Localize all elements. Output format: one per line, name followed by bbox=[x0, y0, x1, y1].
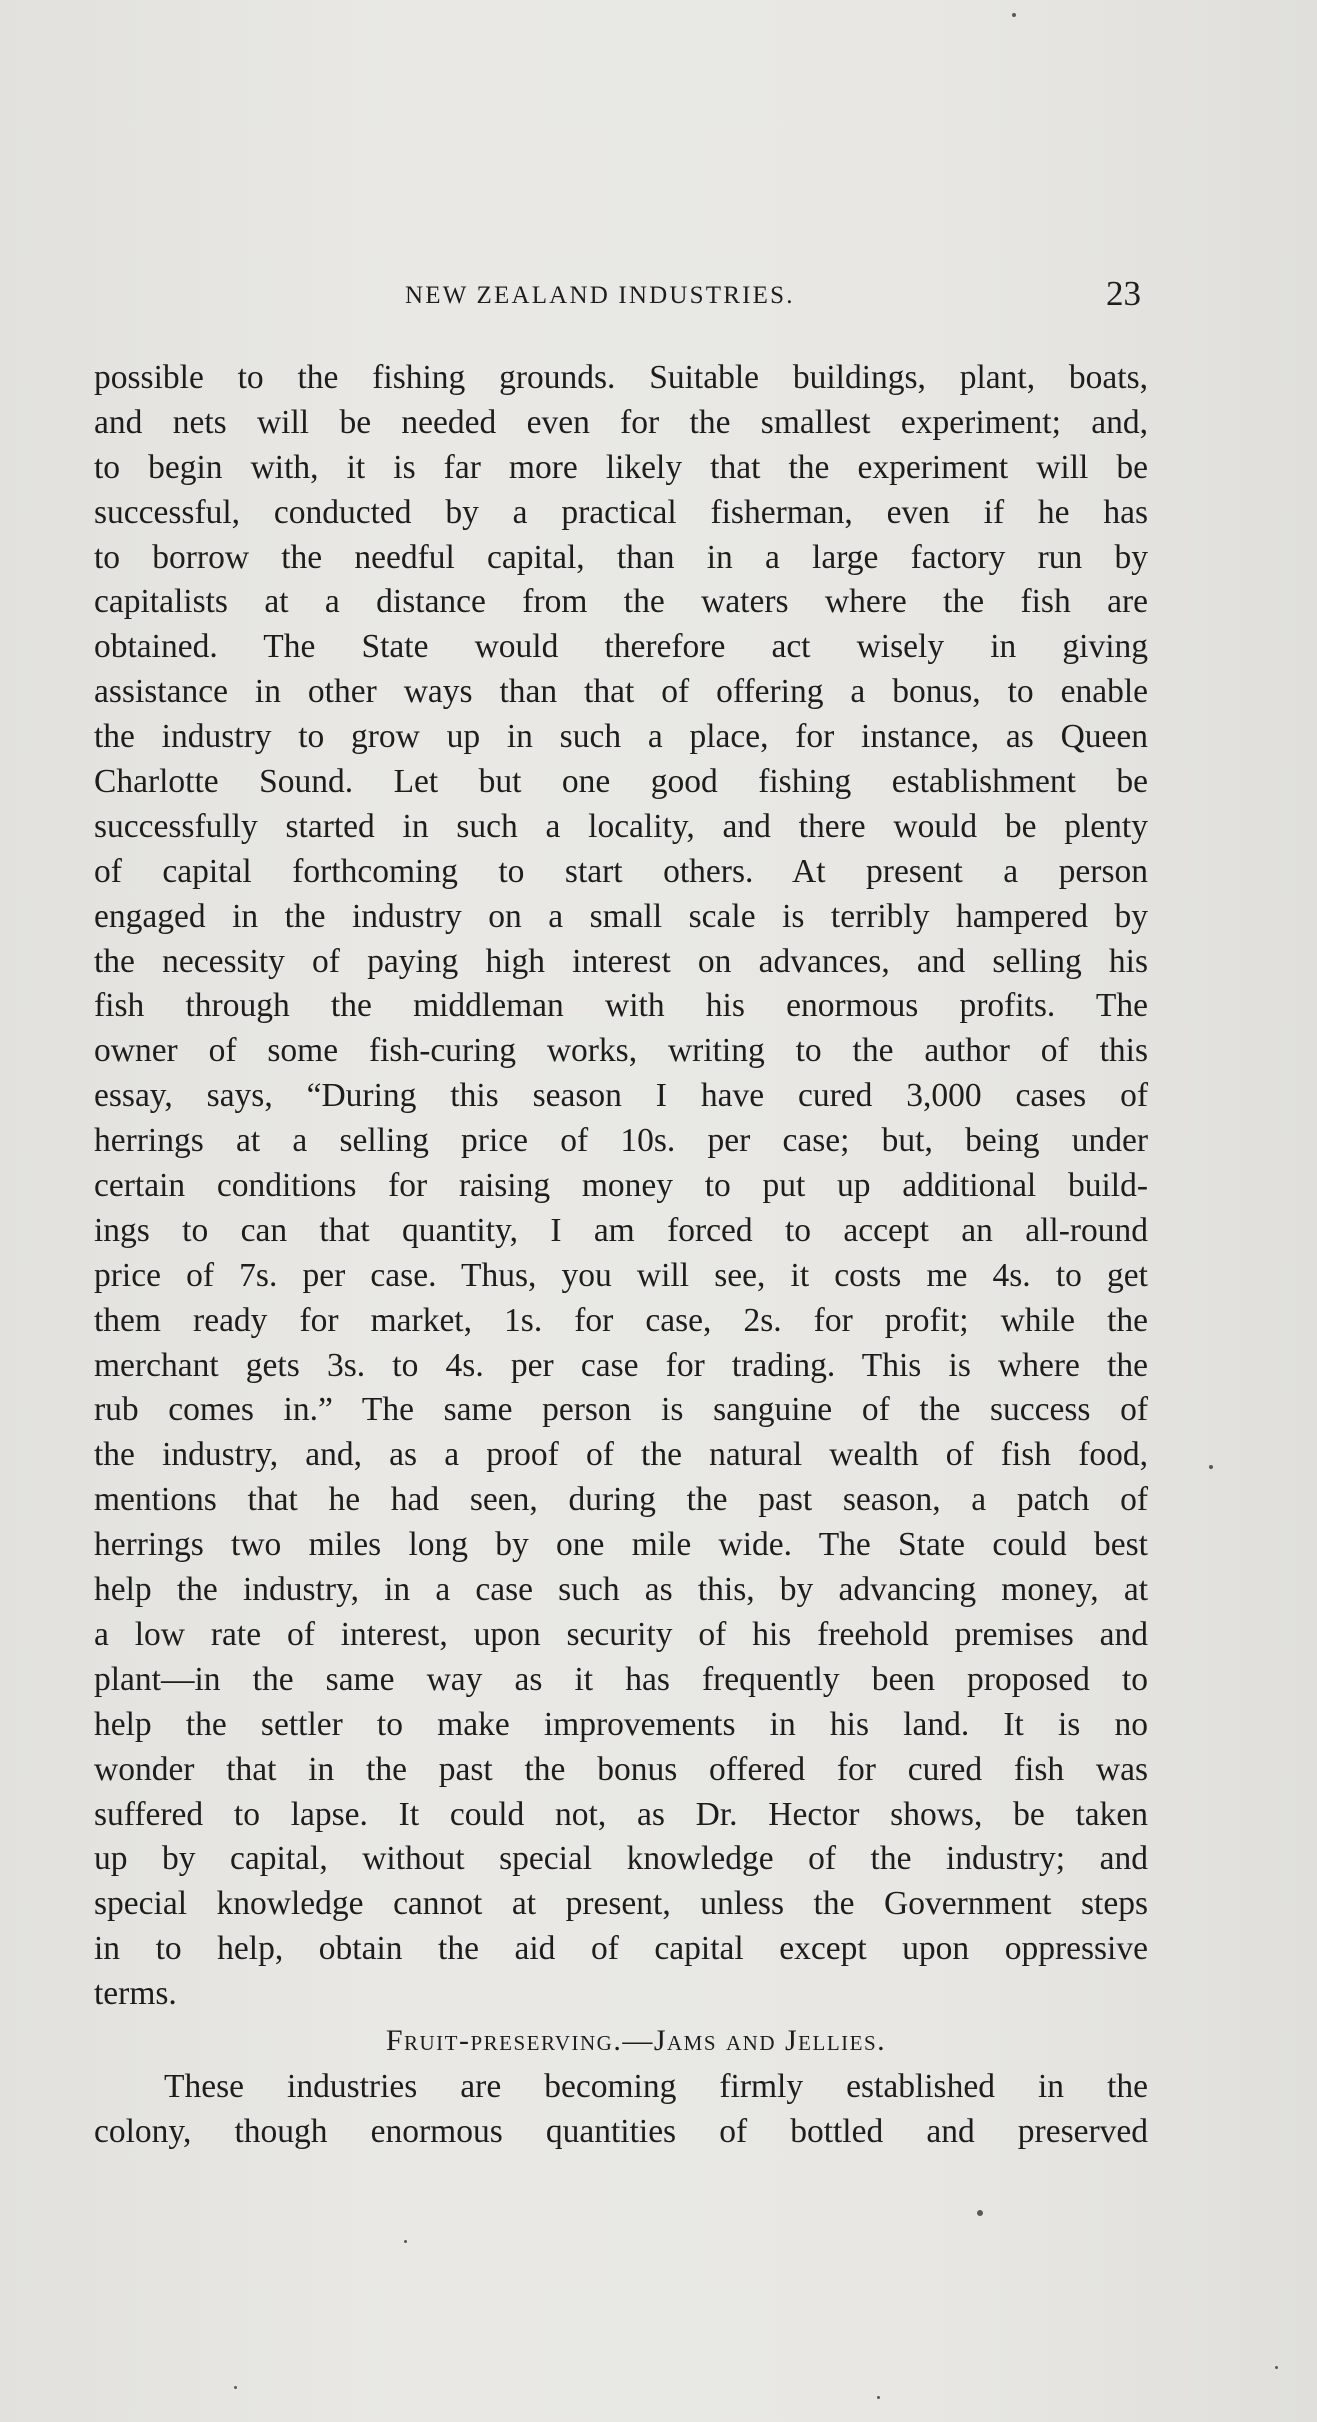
text-line: capitalists at a distance from the waters where the fish are bbox=[94, 583, 1148, 621]
text-line: suffered to lapse. It could not, as Dr. Hector shows, be taken bbox=[94, 1795, 1148, 1833]
text-line: mentions that he had seen, during the past season, a patch of bbox=[94, 1481, 1148, 1519]
text-line: of capital forthcoming to start others. At present a person bbox=[94, 852, 1148, 890]
text-line: price of 7s. per case. Thus, you will see, it costs me 4s. to get bbox=[94, 1256, 1148, 1294]
text-line: herrings two miles long by one mile wide. The State could best bbox=[94, 1526, 1148, 1564]
paper-speck bbox=[1275, 2366, 1278, 2369]
text-line: owner of some fish-curing works, writing to the author of this bbox=[94, 1032, 1148, 1070]
section-heading: Fruit-preserving.—Jams and Jellies. bbox=[385, 2023, 887, 2057]
text-line: in to help, obtain the aid of capital except upon oppressive bbox=[94, 1930, 1148, 1968]
text-line: special knowledge cannot at present, unless the Government steps bbox=[94, 1885, 1148, 1923]
text-line: merchant gets 3s. to 4s. per case for trading. This is where the bbox=[94, 1346, 1148, 1384]
paragraph-fishing bbox=[94, 356, 1148, 2017]
text-line: certain conditions for raising money to put up additional build- bbox=[94, 1167, 1148, 1205]
text-line: herrings at a selling price of 10s. per case; but, being under bbox=[94, 1122, 1148, 1160]
text-line: wonder that in the past the bonus offered for cured fish was bbox=[94, 1750, 1148, 1788]
text-line: and nets will be needed even for the smallest experiment; and, bbox=[94, 403, 1148, 441]
paper-speck bbox=[1012, 13, 1016, 17]
text-line: essay, says, “During this season I have cured 3,000 cases of bbox=[94, 1077, 1148, 1115]
text-line: possible to the fishing grounds. Suitable buildings, plant, boats, bbox=[94, 359, 1148, 396]
text-line: ings to can that quantity, I am forced to accept an all-round bbox=[94, 1211, 1148, 1249]
text-line: successfully started in such a locality, and there would be plenty bbox=[94, 807, 1148, 845]
paper-speck bbox=[977, 2210, 983, 2216]
page-header bbox=[0, 276, 1317, 316]
text-line: help the industry, in a case such as this, by advancing money, at bbox=[94, 1571, 1148, 1609]
paper-speck bbox=[234, 2386, 237, 2389]
paper-speck bbox=[877, 2396, 880, 2399]
text-line: assistance in other ways than that of offering a bonus, to enable bbox=[94, 673, 1148, 711]
text-line: obtained. The State would therefore act wisely in giving bbox=[94, 628, 1148, 666]
text-line: fish through the middleman with his enormous profits. The bbox=[94, 987, 1148, 1025]
text-line: plant—in the same way as it has frequently been proposed to bbox=[94, 1660, 1148, 1698]
text-line: Charlotte Sound. Let but one good fishing establishment be bbox=[94, 763, 1148, 801]
text-line: engaged in the industry on a small scale is terribly hampered by bbox=[94, 897, 1148, 935]
text-line: the industry to grow up in such a place, for instance, as Queen bbox=[94, 718, 1148, 756]
text-line: to begin with, it is far more likely that the experiment will be bbox=[94, 448, 1148, 486]
text-line: a low rate of interest, upon security of his freehold premises and bbox=[94, 1615, 1148, 1653]
paper-speck bbox=[1209, 1465, 1213, 1469]
text-line: rub comes in.” The same person is sanguine of the success of bbox=[94, 1391, 1148, 1429]
running-head: NEW ZEALAND INDUSTRIES. bbox=[405, 282, 795, 309]
text-line: to borrow the needful capital, than in a large factory run by bbox=[94, 538, 1148, 576]
text-line: the industry, and, as a proof of the natural wealth of fish food, bbox=[94, 1436, 1148, 1474]
paper-speck bbox=[404, 2240, 407, 2243]
text-line: These industries are becoming firmly established in the bbox=[164, 2067, 1148, 2105]
text-line: terms. bbox=[94, 1975, 177, 2013]
text-line: the necessity of paying high interest on advances, and selling his bbox=[94, 942, 1148, 980]
text-line: successful, conducted by a practical fisherman, even if he has bbox=[94, 493, 1148, 531]
page-number: 23 bbox=[1106, 274, 1141, 313]
text-line: them ready for market, 1s. for case, 2s. for profit; while the bbox=[94, 1301, 1148, 1339]
paragraph-fruit-preserving bbox=[94, 2065, 1148, 2155]
text-line: up by capital, without special knowledge of the industry; and bbox=[94, 1840, 1148, 1878]
text-line: help the settler to make improvements in his land. It is no bbox=[94, 1705, 1148, 1743]
text-line: colony, though enormous quantities of bottled and preserved bbox=[94, 2112, 1148, 2150]
body-text bbox=[94, 356, 1148, 2155]
